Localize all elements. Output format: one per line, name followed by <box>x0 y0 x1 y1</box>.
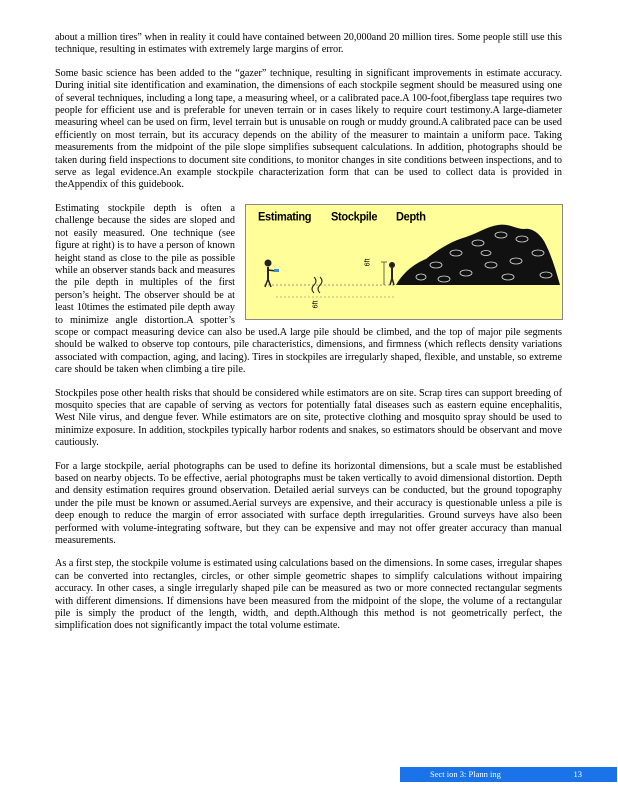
paragraph-3: Estimating stockpile depth is often a challenge because the sides are sloped and not easily measured. One technique (see figure at right) is to have a person of known height stand as close to the pile as possible while an observer stands back and measures the pile depth in multiples of the first person’s height. The observer should be at least 10times the estimated pile depth away to minimize angle distortion.A spotter’s scope or compact measuring device can also be used.A large pile should be climbed, and the top of major pile segments should be walked to observe top contours, pile characteristics, dimensions, and firmness (which reflects density variations associated with compaction, aging, and lacing). Tires in stockpiles are irregularly shaped, flexible, and unstable, so extreme care should be taken when climbing a tire pile. <box>55 202 562 376</box>
footer-page-number: 13 <box>573 769 582 779</box>
tire-pile-icon <box>396 224 560 284</box>
page-footer <box>400 767 617 782</box>
figure-illustration <box>246 205 562 319</box>
height-label-far: 6ft <box>312 300 320 309</box>
paragraph-2: Some basic science has been added to the “gazer” technique, resulting in significant improvements in estimate accuracy. During initial site identification and examination, the dimensions of each stockpile segment should be measured using one of several techniques, including a long tape, a measuring wheel, or a calibrated pace.A 100-foot,fiberglass tape requires two people for efficient use and is preferable for uneven terrain or in cases likely to require court testimony.A large-diameter measuring wheel can be used on firm, level terrain but is unusable on rough or muddy ground.A calibrated pace can be used efficiently on most terrain, but its accuracy depends on the ability of the measurer to maintain a uniform pace. Taking measurements from the midpoint of the pile slope simplifies subsequent calculations. In addition, photographs should be taken during field inspections to document site conditions, to monitor changes in site conditions between inspections, and to serve as legal evidence.An example stockpile characterization form that can be used to collect data is provided in theAppendix of this guidebook. <box>55 67 562 191</box>
figure-estimating-stockpile-depth <box>245 204 563 320</box>
figure-title-word-3: Depth <box>396 210 426 224</box>
observer-figure-icon <box>265 259 280 287</box>
document-body <box>55 32 562 644</box>
paragraph-1: about a million tires” when in reality it could have contained between 20,000and 20 million tires. Some people still use this technique, resulting in estimates with extremely large margins of error. <box>55 32 562 56</box>
reference-person-icon <box>389 262 395 285</box>
footer-section-title: Sect ion 3: Plann ing <box>430 769 501 779</box>
height-label-near: 6ft <box>364 258 372 267</box>
figure-title-word-2: Stockpile <box>331 210 378 224</box>
paragraph-6: As a first step, the stockpile volume is estimated using calculations based on the dimensions. In some cases, irregular shapes can be converted into rectangles, circles, or other simple geometric shapes to simplify calculations without impairing accuracy. In other cases, a single irregularly shaped pile can be measured as two or more connected rectangular segments with different dimensions. If dimensions have been measured from the midpoint of the slope, the volume of a rectangular pile is simply the product of the length, width, and depth.Although this method is not geometrically perfect, the simplification does not significantly impact the total volume estimate. <box>55 558 562 632</box>
figure-title-word-1: Estimating <box>258 210 312 224</box>
paragraph-4: Stockpiles pose other health risks that should be considered while estimators are on site. Scrap tires can support breeding of mosquito species that are capable of serving as vectors for potentially fatal diseases such as eastern equine encephalitis, West Nile virus, and dengue fever. While estimators are on site, protective clothing and mosquito spray should be used to minimize exposure. In addition, stockpiles typically harbor rodents and snakes, so estimators should be observant and move cautiously. <box>55 387 562 449</box>
paragraph-5: For a large stockpile, aerial photographs can be used to define its horizontal dimensions, but a scale must be established based on nearby objects. To be effective, aerial photographs must be taken vertically to avoid dimensional distortion. Depth and density estimation requires ground observation. Detailed aerial surveys can be conducted, but the ground topography under the pile must be known or assumed.Aerial surveys are expensive, and their accuracy is questionable unless a pile is deep enough to reduce the margin of error associated with surface depth irregularities. Ground surveys have also been performed with volume-integrating software, but they can be expensive and may not offer greater accuracy than manual measurements. <box>55 460 562 547</box>
